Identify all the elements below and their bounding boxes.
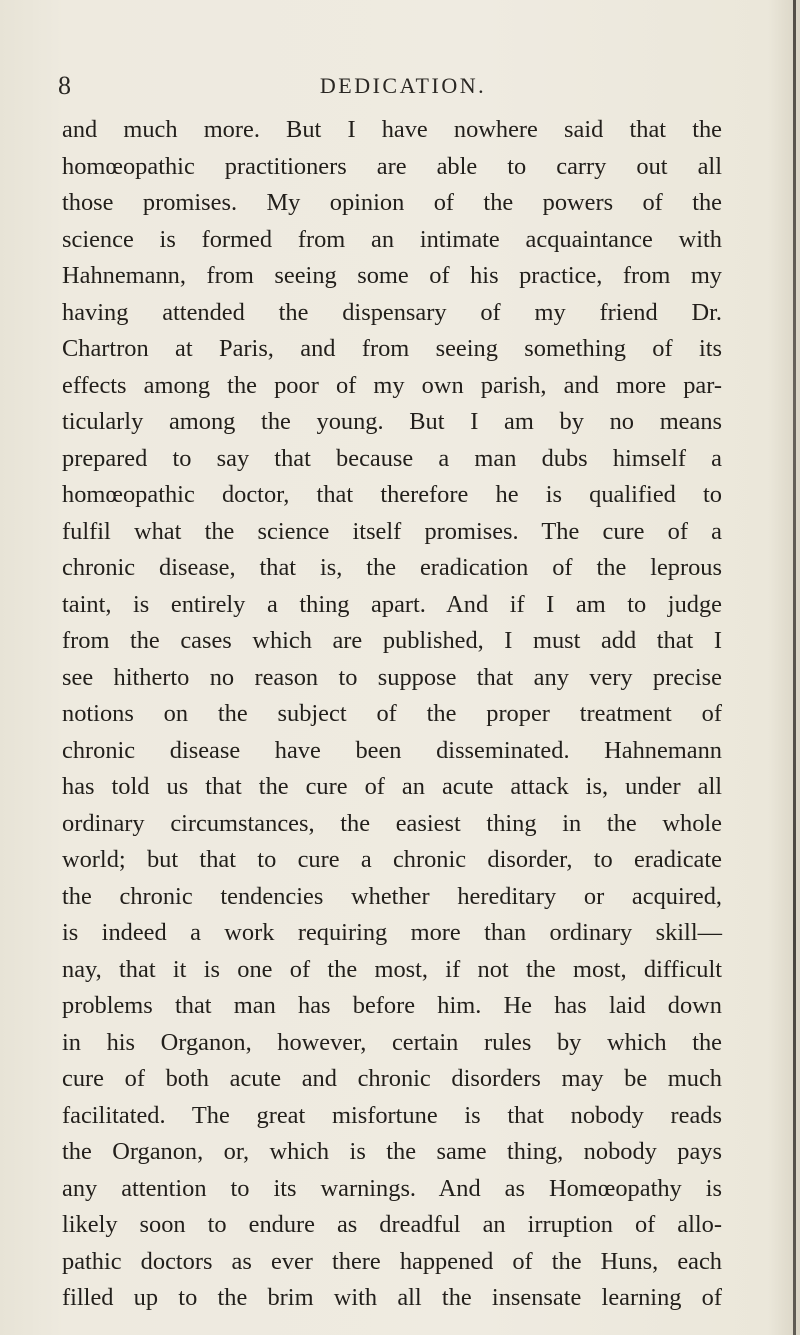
page-number: 8 [58, 71, 71, 100]
text-line: and much more. But I have nowhere said that the [62, 116, 722, 143]
text-line: cure of both acute and chronic disorders may be much [62, 1065, 722, 1092]
body-text [62, 112, 722, 1317]
text-line: pathic doctors as ever there happened of the Huns, each [62, 1247, 722, 1275]
text-line: problems that man has before him. He has laid down [62, 992, 722, 1019]
text-line: in his Organon, however, certain rules by which the [62, 1028, 722, 1056]
text-line: chronic disease have been disseminated. Hahnemann [62, 736, 722, 764]
text-line: Hahnemann, from seeing some of his practice, from my [62, 262, 722, 289]
text-line: Chartron at Paris, and from seeing something of its [62, 335, 722, 362]
text-line: likely soon to endure as dreadful an irruption of allo- [62, 1211, 722, 1238]
text-line: having attended the dispensary of my friend Dr. [62, 298, 722, 326]
text-line: see hitherto no reason to suppose that any very precise [62, 663, 722, 691]
text-line: the chronic tendencies whether hereditary or acquired, [62, 882, 722, 910]
text-line: taint, is entirely a thing apart. And if I am to judge [62, 590, 722, 618]
text-line: science is formed from an intimate acquaintance with [62, 225, 722, 253]
text-line: homœopathic practitioners are able to carry out all [62, 152, 722, 180]
text-line: chronic disease, that is, the eradication of the leprous [62, 554, 722, 581]
text-line: homœopathic doctor, that therefore he is qualified to [62, 481, 722, 508]
text-line: nay, that it is one of the most, if not the most, difficult [62, 955, 722, 983]
page-edge-shadow [793, 0, 796, 1335]
text-line: fulfil what the science itself promises. The cure of a [62, 517, 722, 545]
text-line: ticularly among the young. But I am by no means [62, 408, 722, 435]
text-line: filled up to the brim with all the insensate learning of [62, 1284, 722, 1311]
text-line: from the cases which are published, I must add that I [62, 627, 722, 654]
text-line: notions on the subject of the proper treatment of [62, 700, 722, 727]
page-header [58, 66, 748, 106]
text-line: world; but that to cure a chronic disorder, to eradicate [62, 846, 722, 873]
text-line: the Organon, or, which is the same thing, nobody pays [62, 1138, 722, 1165]
text-line: any attention to its warnings. And as Homœopathy is [62, 1174, 722, 1202]
text-line: ordinary circumstances, the easiest thing in the whole [62, 809, 722, 837]
running-head: DEDICATION. [319, 73, 487, 98]
text-line: is indeed a work requiring more than ordinary skill— [62, 919, 722, 946]
text-line: those promises. My opinion of the powers of the [62, 189, 722, 216]
text-line: facilitated. The great misfortune is that nobody reads [62, 1101, 722, 1129]
text-line: prepared to say that because a man dubs himself a [62, 444, 722, 472]
text-line: has told us that the cure of an acute attack is, under all [62, 773, 722, 800]
text-line: effects among the poor of my own parish, and more par- [62, 371, 722, 399]
